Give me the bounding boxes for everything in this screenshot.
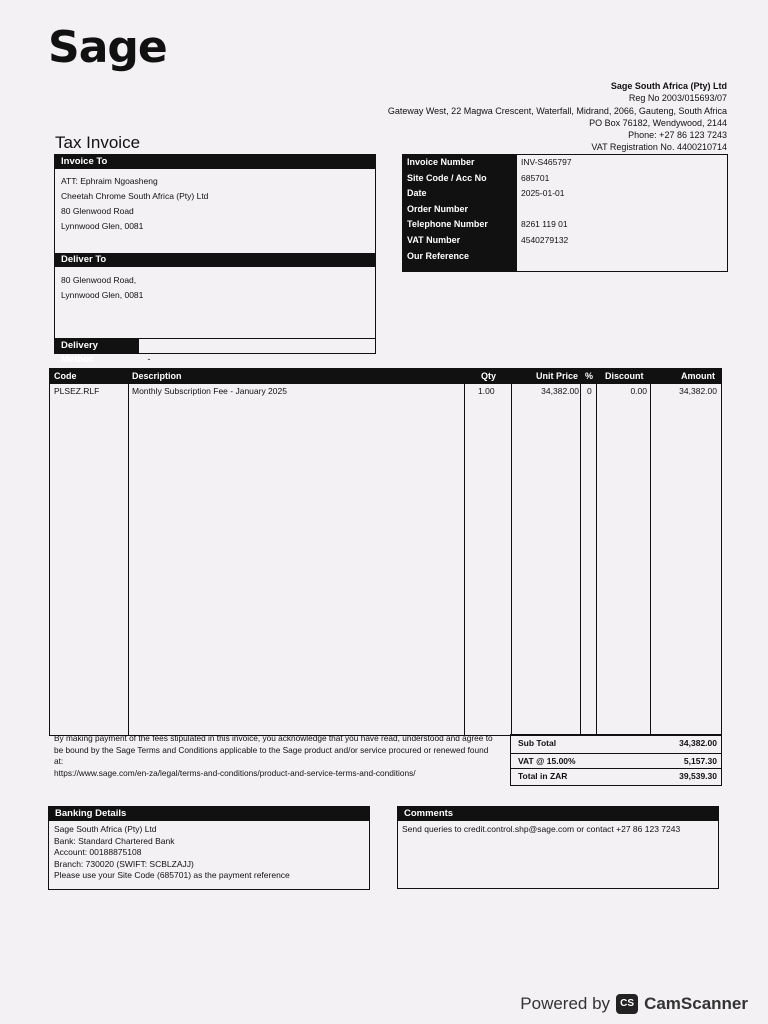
- col-discount: Discount: [605, 371, 644, 381]
- document-title: Tax Invoice: [55, 133, 141, 152]
- banking-header: Banking Details: [49, 807, 369, 821]
- row-unit-price: 34,382.00: [541, 386, 579, 396]
- meta-value-site-code: 685701: [521, 172, 550, 183]
- col-divider: [650, 384, 651, 735]
- banking-line: Sage South Africa (Pty) Ltd: [54, 824, 157, 834]
- row-description: Monthly Subscription Fee - January 2025: [132, 386, 287, 396]
- sub-total-row: [511, 736, 721, 751]
- col-divider: [128, 384, 129, 735]
- deliver-to-line: Lynnwood Glen, 0081: [61, 290, 144, 300]
- company-phone: Phone: +27 86 123 7243: [628, 130, 727, 141]
- delivery-method-label: Delivery Methoc: [55, 339, 139, 353]
- sub-total-value: 34,382.00: [679, 738, 717, 748]
- invoice-to-header: Invoice To: [55, 155, 375, 169]
- row-qty: 1.00: [478, 386, 495, 396]
- col-divider: [580, 384, 581, 735]
- vat-value: 5,157.30: [683, 756, 717, 766]
- company-po-box: PO Box 76182, Wendywood, 2144: [589, 117, 727, 128]
- terms-text: [54, 733, 494, 779]
- col-unit-price: Unit Price: [536, 371, 579, 381]
- banking-line: Please use your Site Code (685701) as the payment reference: [54, 870, 290, 880]
- deliver-to-header: Deliver To: [55, 253, 375, 267]
- banking-lines: [49, 821, 369, 885]
- camscanner-watermark: [520, 994, 748, 1014]
- meta-label-invoice-number: Invoice Number: [407, 157, 475, 167]
- totals-block: [510, 734, 722, 786]
- company-details: [388, 80, 727, 154]
- col-code: Code: [54, 371, 77, 381]
- banking-line: Bank: Standard Chartered Bank: [54, 835, 175, 846]
- total-value: 39,539.30: [679, 771, 717, 781]
- col-divider: [511, 384, 512, 735]
- deliver-to-line: 80 Glenwood Road,: [61, 275, 137, 285]
- meta-value-our-reference: [517, 249, 727, 265]
- company-vat: VAT Registration No. 4400210714: [591, 142, 727, 153]
- meta-value-date: 2025-01-01: [521, 188, 565, 199]
- meta-value-order-number: [517, 202, 727, 218]
- meta-labels: [403, 155, 517, 271]
- delivery-method-row: [55, 338, 375, 365]
- col-divider: [596, 384, 597, 735]
- terms-body: By making payment of the fees stipulated in this invoice, you acknowledge that you have read, understood and agree to be bound by the Sage Terms and Conditions applicable to the Sage product and/or service procured or renewed found at:: [54, 733, 493, 766]
- col-pct: %: [585, 371, 594, 381]
- row-amount: 34,382.00: [679, 386, 717, 396]
- deliver-to-lines: [61, 273, 143, 303]
- company-reg: Reg No 2003/015693/07: [628, 93, 727, 104]
- comments-text: Send queries to credit.control.shp@sage.com or contact +27 86 123 7243: [402, 824, 681, 834]
- comments-box: [397, 806, 719, 889]
- meta-label-vat-number: VAT Number: [407, 234, 461, 245]
- line-items-table: [49, 368, 722, 736]
- col-divider: [464, 384, 465, 735]
- invoice-meta-block: [402, 154, 728, 272]
- terms-url[interactable]: https://www.sage.com/en-za/legal/terms-and-conditions/product-and-service-terms-and-conditions/: [54, 767, 416, 778]
- invoice-to-lines: [55, 169, 375, 234]
- address-block: [54, 154, 376, 365]
- company-address: Gateway West, 22 Magwa Crescent, Waterfall, Midrand, 2066, Gauteng, South Africa: [387, 105, 727, 116]
- sage-logo: Sage: [48, 22, 167, 73]
- vat-row: [511, 753, 721, 769]
- total-row: [511, 768, 721, 784]
- camscanner-text: CamScanner: [644, 994, 748, 1013]
- meta-label-order-number: Order Number: [407, 203, 469, 214]
- row-code: PLSEZ.RLF: [54, 386, 100, 396]
- row-pct: 0: [587, 386, 592, 396]
- table-header: [50, 369, 721, 384]
- company-name: Sage South Africa (Pty) Ltd: [610, 81, 727, 91]
- invoice-to-line: Cheetah Chrome South Africa (Pty) Ltd: [61, 191, 209, 201]
- total-label: Total in ZAR: [518, 771, 568, 781]
- meta-label-telephone: Telephone Number: [407, 219, 488, 230]
- invoice-to-line: Lynnwood Glen, 0081: [61, 221, 144, 231]
- invoice-to-line: ATT: Ephraim Ngoasheng: [61, 176, 158, 186]
- sub-total-label: Sub Total: [518, 738, 557, 748]
- col-qty: Qty: [481, 371, 497, 381]
- col-amount: Amount: [681, 371, 715, 381]
- meta-value-telephone: 8261 119 01: [521, 219, 568, 230]
- powered-by-text: Powered by: [520, 994, 611, 1013]
- comments-header: Comments: [398, 807, 718, 821]
- banking-line: Account: 00188875108: [54, 847, 142, 857]
- row-discount: 0.00: [630, 386, 647, 396]
- meta-label-date: Date: [407, 188, 427, 199]
- meta-label-site-code: Site Code / Acc No: [407, 172, 487, 183]
- meta-value-vat-number: 4540279132: [521, 234, 569, 245]
- banking-details: [48, 806, 370, 890]
- meta-label-our-reference: Our Reference: [407, 250, 470, 261]
- banking-line: Branch: 730020 (SWIFT: SCBLZAJJ): [54, 858, 194, 869]
- delivery-method-value: -: [147, 354, 151, 364]
- invoice-to-line: 80 Glenwood Road: [61, 206, 134, 216]
- vat-label: VAT @ 15.00%: [518, 756, 576, 766]
- col-description: Description: [132, 371, 182, 381]
- meta-value-invoice-number: INV-S465797: [521, 157, 572, 167]
- camscanner-icon: CS: [616, 994, 638, 1014]
- meta-values: [517, 155, 727, 271]
